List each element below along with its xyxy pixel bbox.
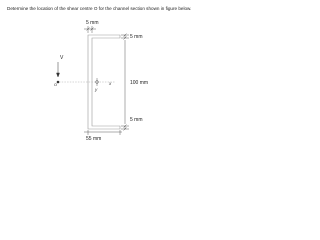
y-axis-label: y (95, 87, 98, 92)
top-flange-thickness-dimension (121, 34, 129, 40)
flange-width-label: 55 mm (86, 136, 102, 141)
shear-centre-label: O (54, 83, 57, 87)
shear-centre-point (57, 81, 60, 84)
flange-width-dimension (84, 130, 122, 135)
top-thickness-label: 5 mm (86, 20, 99, 26)
channel-section-figure (0, 0, 200, 141)
bottom-flange-thickness-dimension (121, 125, 129, 131)
problem-statement: Determine the location of the shear centre O for the channel section shown in figure below. (7, 6, 192, 11)
shear-force-arrow (57, 62, 60, 77)
top-flange-thickness-label: 5 mm (130, 34, 143, 40)
top-thickness-dimension (84, 26, 96, 33)
x-axis-label: x (109, 81, 112, 86)
shear-force-label: V (60, 55, 64, 61)
bottom-flange-thickness-label: 5 mm (130, 117, 143, 123)
web-height-label: 100 mm (130, 80, 149, 86)
